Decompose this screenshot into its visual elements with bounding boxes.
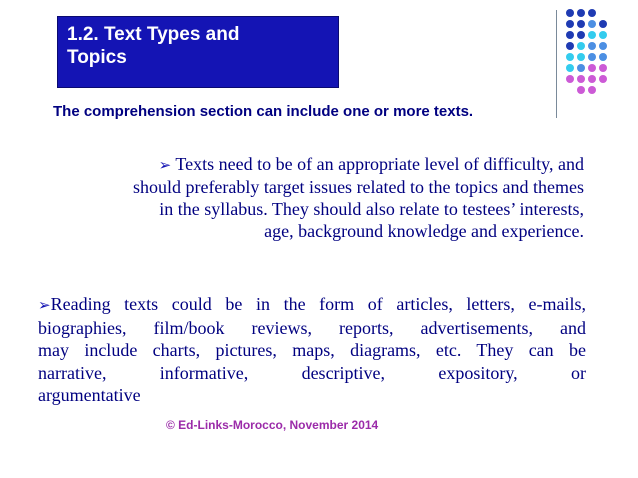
dot bbox=[566, 20, 574, 28]
dot bbox=[566, 53, 574, 61]
paragraph-reading-texts bbox=[38, 293, 586, 407]
dot bbox=[588, 53, 596, 61]
copyright-footer: © Ed-Links-Morocco, November 2014 bbox=[166, 418, 379, 432]
dot bbox=[577, 20, 585, 28]
dot bbox=[599, 42, 607, 50]
paragraph-line: narrative, informative, descriptive, expository, or bbox=[38, 362, 586, 383]
subtitle: The comprehension section can include one or more texts. bbox=[53, 103, 474, 120]
dot bbox=[566, 31, 574, 39]
slide-title bbox=[67, 23, 239, 69]
dot bbox=[577, 75, 585, 83]
title-line-1: 1.2. Text Types and bbox=[67, 24, 240, 45]
dot bbox=[599, 53, 607, 61]
arrow-bullet-icon: ➢ bbox=[158, 156, 172, 174]
paragraph-line bbox=[44, 153, 584, 176]
dot bbox=[599, 31, 607, 39]
paragraph-line: biographies, film/book reviews, reports, advertisements, and bbox=[38, 317, 586, 338]
paragraph-line bbox=[38, 293, 586, 317]
dot bbox=[577, 64, 585, 72]
dot bbox=[588, 9, 596, 17]
paragraph-line-text: Reading texts could be in the form of articles, letters, e-mails, bbox=[50, 294, 586, 314]
dot bbox=[577, 53, 585, 61]
dot bbox=[577, 42, 585, 50]
dot bbox=[588, 75, 596, 83]
dot bbox=[599, 75, 607, 83]
dot bbox=[577, 31, 585, 39]
dot bbox=[599, 20, 607, 28]
title-line-2: Topics bbox=[67, 47, 127, 68]
dot bbox=[577, 86, 585, 94]
divider-line bbox=[556, 10, 557, 118]
arrow-bullet-icon: ➢ bbox=[38, 296, 51, 314]
paragraph-line: argumentative bbox=[38, 385, 141, 405]
dot bbox=[566, 42, 574, 50]
paragraph-line: may include charts, pictures, maps, diagrams, etc. They can be bbox=[38, 340, 586, 360]
paragraph-line: should preferably target issues related to the topics and themes bbox=[132, 177, 584, 197]
dot bbox=[566, 75, 574, 83]
paragraph-texts-difficulty bbox=[44, 153, 584, 242]
paragraph-line: in the syllabus. They should also relate to testees’ interests, bbox=[159, 199, 584, 219]
dot bbox=[588, 64, 596, 72]
dot bbox=[588, 20, 596, 28]
dot bbox=[577, 9, 585, 17]
dot bbox=[588, 31, 596, 39]
title-box bbox=[57, 16, 339, 88]
paragraph-line: age, background knowledge and experience. bbox=[264, 221, 584, 241]
dot bbox=[588, 86, 596, 94]
dot bbox=[588, 42, 596, 50]
dot bbox=[566, 64, 574, 72]
dot bbox=[599, 64, 607, 72]
dot bbox=[566, 9, 574, 17]
paragraph-line-text: Texts need to be of an appropriate level of difficulty, and bbox=[175, 154, 584, 174]
